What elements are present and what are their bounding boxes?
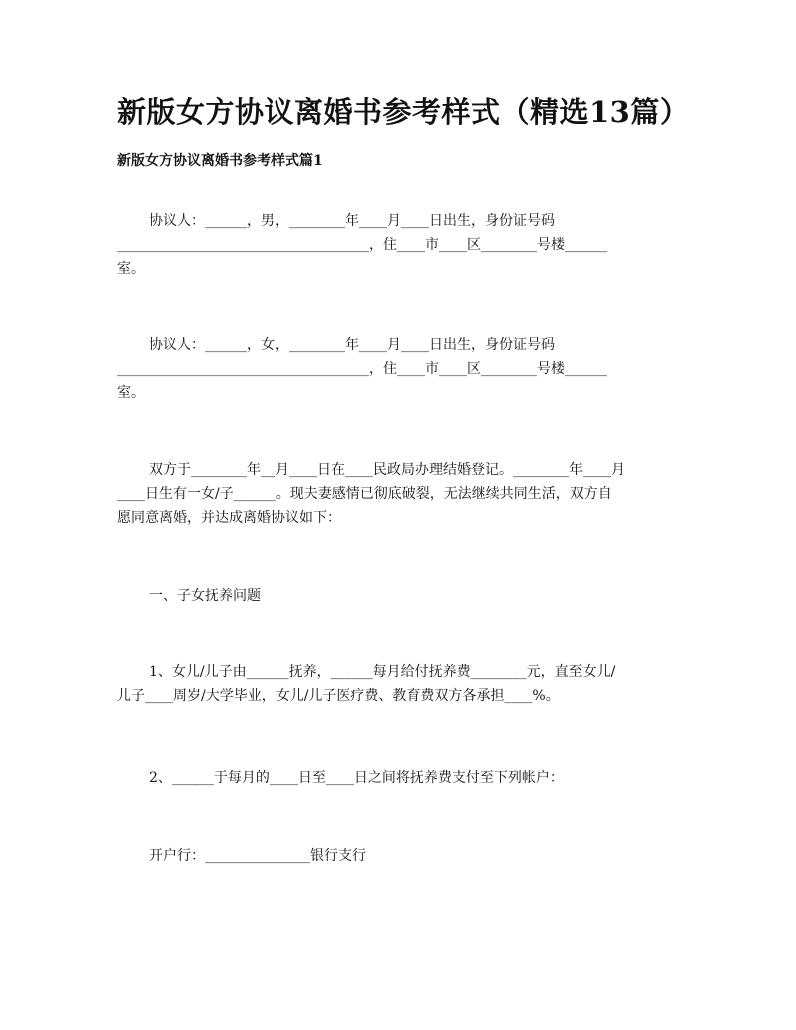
paragraph-line: 室。 xyxy=(117,261,145,277)
paragraph-line: 一、子女抚养问题 xyxy=(149,588,261,604)
paragraph-line: ____日生有一女/子______。现夫妻感情已彻底破裂，无法继续共同生活，双方自 xyxy=(117,486,612,502)
paragraph-party-female xyxy=(117,333,677,405)
paragraph-line: ____________________________________，住____市____区________号楼______ xyxy=(117,361,607,377)
paragraph-line: 室。 xyxy=(117,385,145,401)
paragraph-line: ____________________________________，住____市____区________号楼______ xyxy=(117,237,607,253)
paragraph-line: 协议人：______，女，________年____月____日出生，身份证号码 xyxy=(149,337,555,353)
section-heading-child-custody xyxy=(117,584,677,608)
paragraph-party-male xyxy=(117,209,677,281)
document-title: 新版女方协议离婚书参考样式（精选13篇） xyxy=(117,95,690,129)
section-subtitle: 新版女方协议离婚书参考样式篇1 xyxy=(117,153,323,169)
paragraph-bank xyxy=(117,844,677,868)
paragraph-line: 儿子____周岁/大学毕业，女儿/儿子医疗费、教育费双方各承担____%。 xyxy=(117,688,560,704)
paragraph-line: 双方于________年__月____日在____民政局办理结婚登记。________年____月 xyxy=(149,462,625,478)
paragraph-line: 2、______于每月的____日至____日之间将抚养费支付至下列帐户： xyxy=(149,770,564,786)
paragraph-line: 1、女儿/儿子由______抚养，______每月给付抚养费________元，直至女儿/ xyxy=(149,664,616,680)
paragraph-marriage-info xyxy=(117,458,677,530)
paragraph-line: 愿同意离婚，并达成离婚协议如下： xyxy=(117,510,341,526)
paragraph-payment-schedule xyxy=(117,766,677,790)
paragraph-line: 开户行：_______________银行支行 xyxy=(149,848,366,864)
paragraph-child-support xyxy=(117,660,677,708)
paragraph-line: 协议人：______，男，________年____月____日出生，身份证号码 xyxy=(149,213,555,229)
